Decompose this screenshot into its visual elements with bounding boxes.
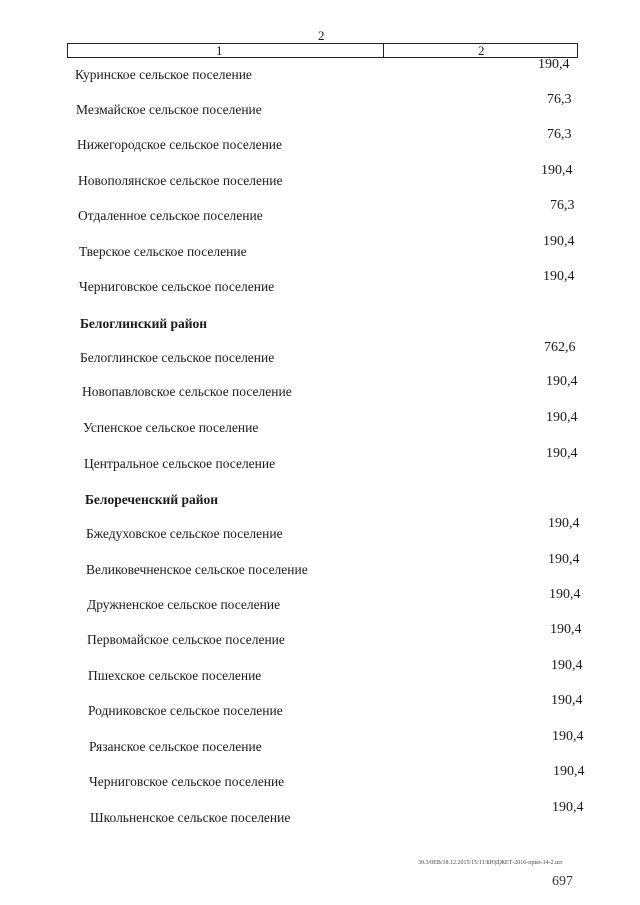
- settlement-value: 190,4: [538, 57, 570, 72]
- settlement-value: 76,3: [550, 198, 575, 213]
- settlement-value: 762,6: [544, 340, 576, 355]
- table-header: [67, 43, 578, 58]
- settlement-value: 190,4: [546, 446, 578, 461]
- settlement-value: 190,4: [551, 693, 583, 708]
- settlement-value: 190,4: [549, 587, 581, 602]
- settlement-value: 190,4: [553, 764, 585, 779]
- settlement-value: 190,4: [546, 410, 578, 425]
- settlement-name: Отдаленное сельское поселение: [78, 208, 263, 223]
- district-heading: Белореченский район: [85, 492, 219, 507]
- settlement-value: 190,4: [543, 269, 575, 284]
- settlement-name: Школьненское сельское поселение: [90, 810, 291, 825]
- settlement-name: Дружненское сельское поселение: [87, 597, 281, 612]
- settlement-name: Куринское сельское поселение: [75, 67, 252, 82]
- settlement-value: 190,4: [550, 622, 582, 637]
- settlement-value: 76,3: [547, 92, 572, 107]
- settlement-name: Пшехское сельское поселение: [88, 668, 262, 683]
- settlement-value: 190,4: [541, 163, 573, 178]
- column-divider: [383, 44, 384, 57]
- settlement-name: Родниковское сельское поселение: [88, 703, 283, 718]
- settlement-name: Мезмайское сельское поселение: [76, 102, 262, 117]
- footer-page-number: 697: [552, 874, 573, 889]
- settlement-value: 190,4: [548, 516, 580, 531]
- settlement-name: Тверское сельское поселение: [79, 244, 247, 259]
- document-stamp: 30.3/0ЕВ/18.12.2015/15:11/БЮДЖЕТ-2016-прил-14-2.шт: [418, 860, 563, 866]
- district-heading: Белоглинский район: [80, 316, 208, 331]
- settlement-value: 76,3: [547, 127, 572, 142]
- settlement-value: 190,4: [543, 234, 575, 249]
- settlement-name: Бжедуховское сельское поселение: [86, 526, 283, 541]
- settlement-name: Нижегородское сельское поселение: [77, 137, 283, 152]
- settlement-value: 190,4: [551, 658, 583, 673]
- settlement-name: Рязанское сельское поселение: [89, 739, 262, 754]
- settlement-value: 190,4: [552, 729, 584, 744]
- settlement-value: 190,4: [546, 374, 578, 389]
- page-number: 2: [318, 28, 325, 43]
- settlement-name: Великовечненское сельское поселение: [86, 562, 308, 577]
- settlement-name: Новополянское сельское поселение: [78, 173, 283, 188]
- settlement-name: Новопавловское сельское поселение: [82, 384, 292, 399]
- column-header-2: 2: [478, 43, 485, 58]
- settlement-name: Белоглинское сельское поселение: [80, 350, 275, 365]
- settlement-name: Черниговское сельское поселение: [89, 774, 285, 789]
- column-header-1: 1: [216, 43, 223, 58]
- settlement-name: Черниговское сельское поселение: [79, 279, 275, 294]
- settlement-name: Успенское сельское поселение: [83, 420, 259, 435]
- settlement-value: 190,4: [552, 800, 584, 815]
- settlement-value: 190,4: [548, 552, 580, 567]
- settlement-name: Центральное сельское поселение: [84, 456, 276, 471]
- settlement-name: Первомайское сельское поселение: [87, 632, 285, 647]
